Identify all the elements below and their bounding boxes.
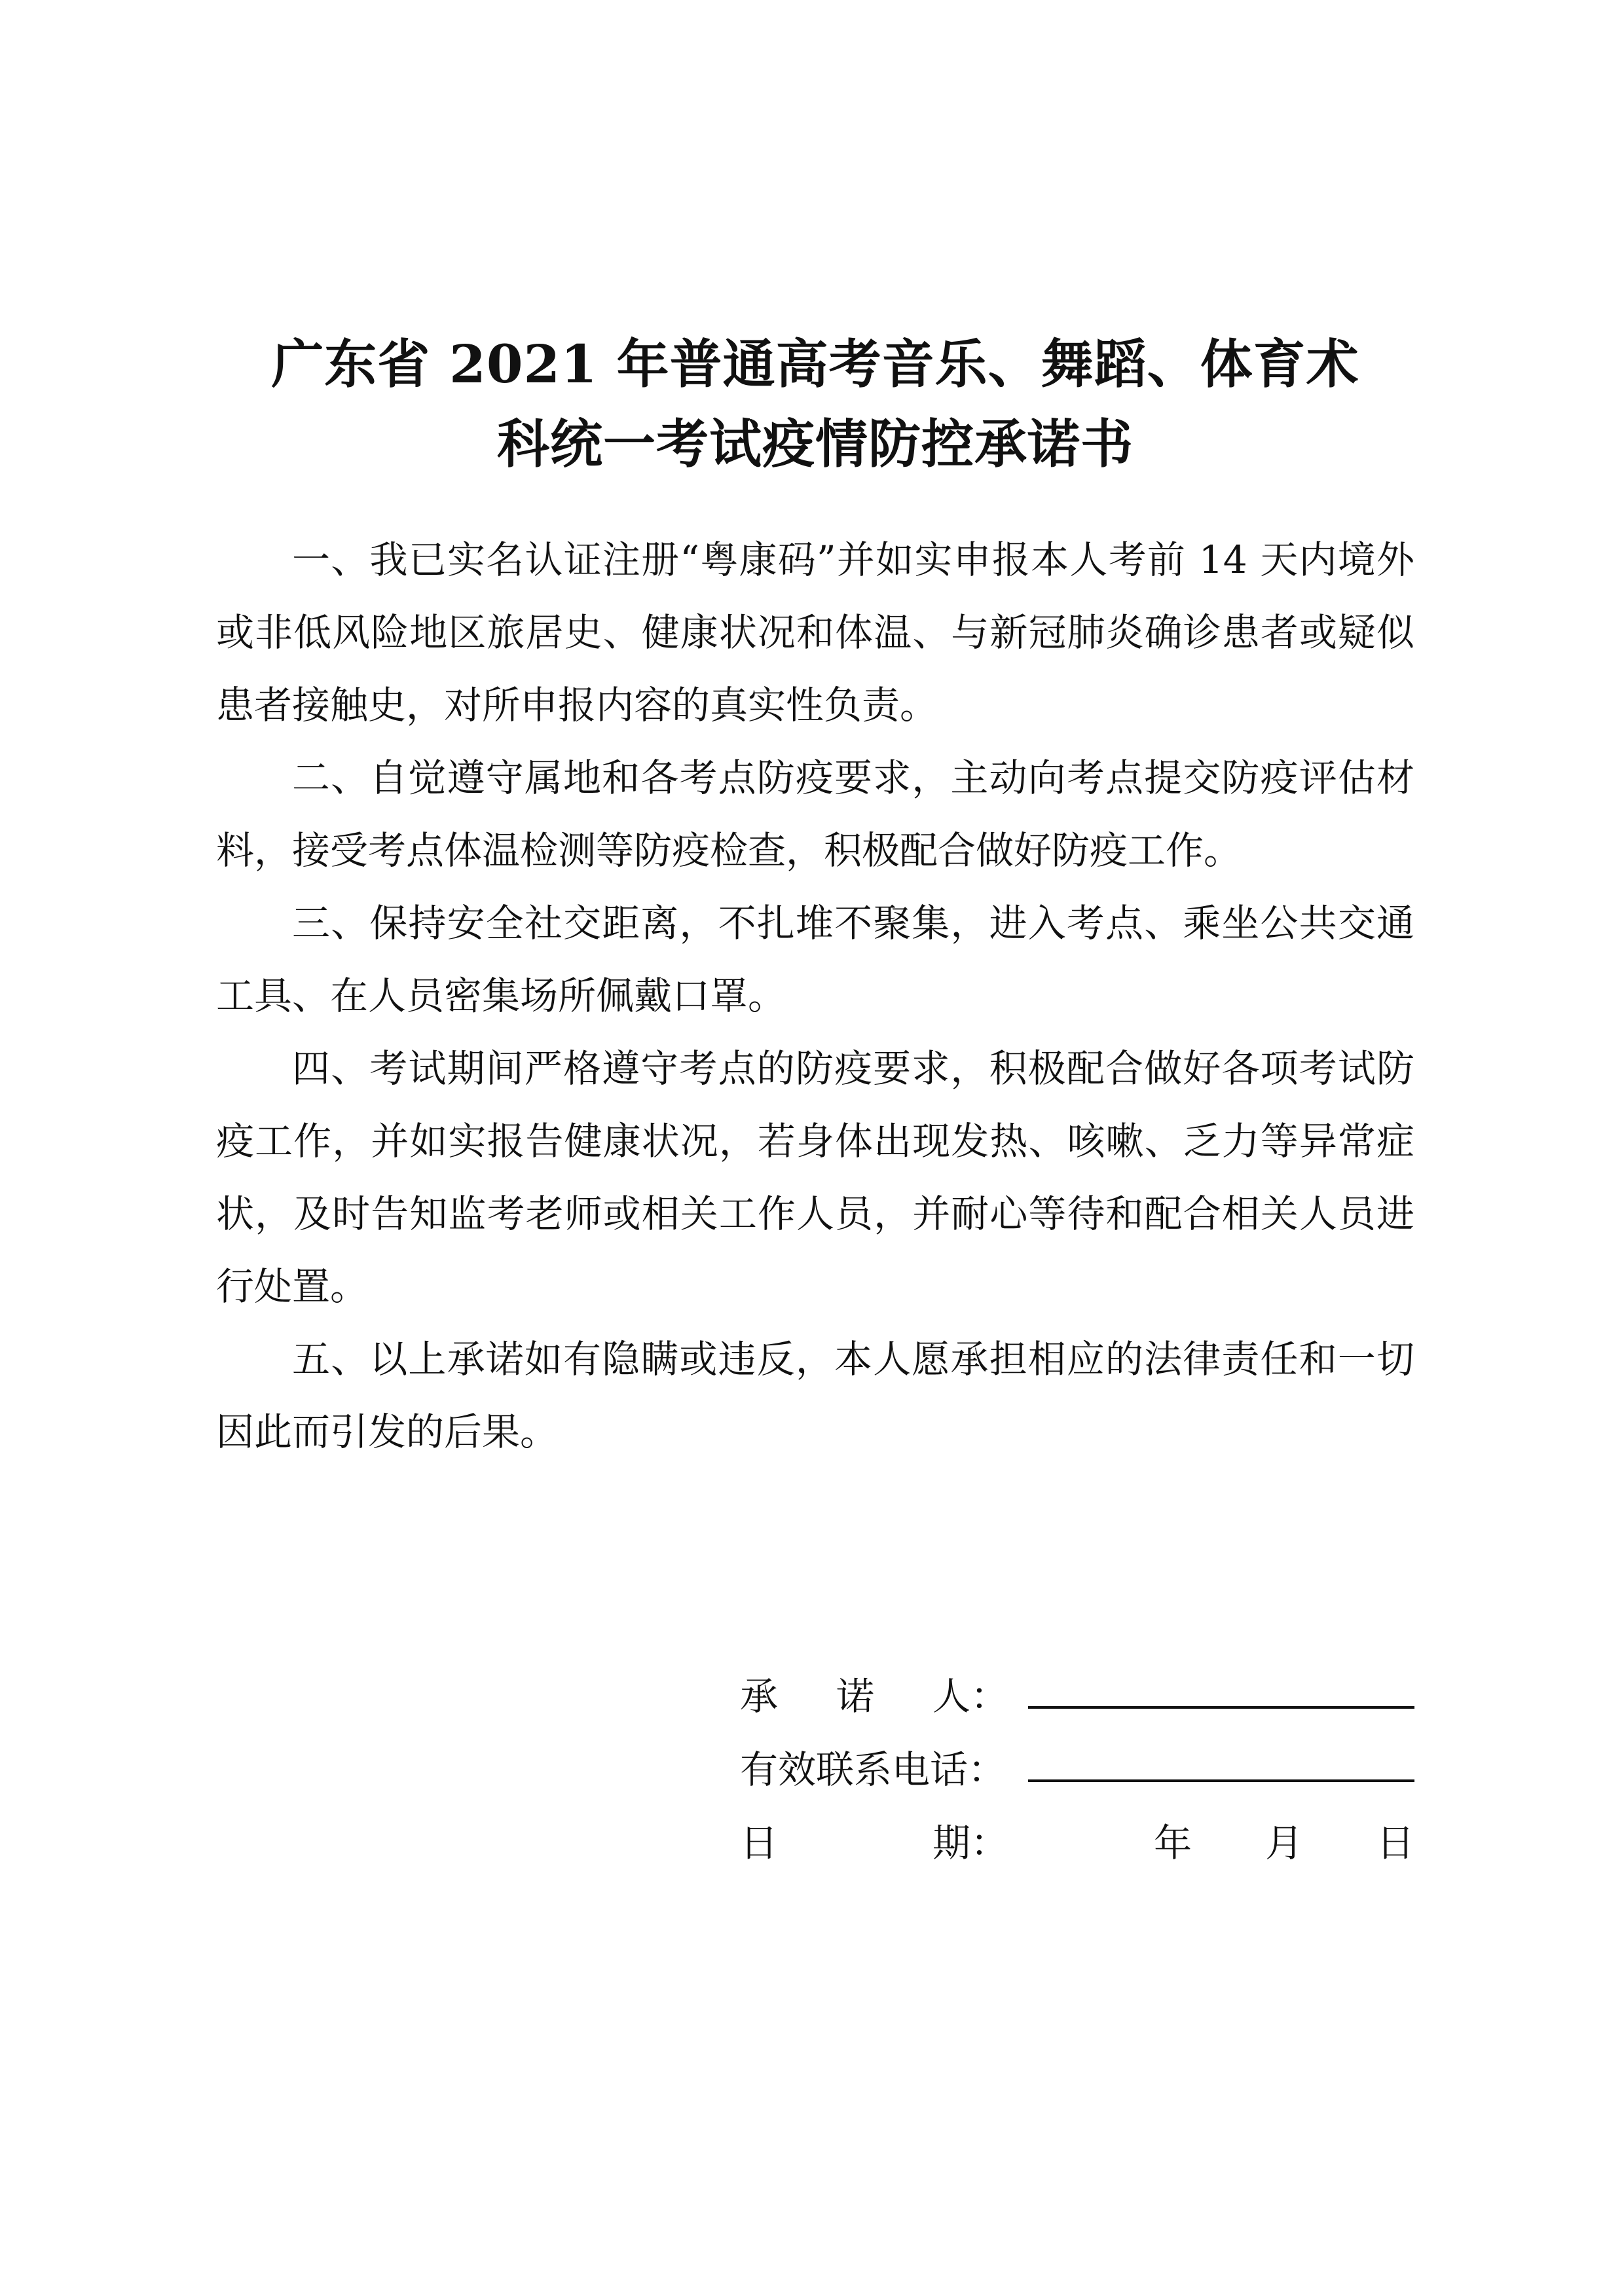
title-line-2: 科统一考试疫情防控承诺书 xyxy=(497,413,1134,475)
promisor-label: 承 诺 人： xyxy=(740,1674,1008,1719)
phone-row xyxy=(740,1730,1414,1803)
paragraph-3: 三、保持安全社交距离，不扎堆不聚集，进入考点、乘坐公共交通工具、在人员密集场所佩戴口罩。 xyxy=(216,901,1414,1018)
title-line-1: 广东省 2021 年普通高考音乐、舞蹈、体育术 xyxy=(271,333,1359,395)
paragraph-4: 四、考试期间严格遵守考点的防疫要求，积极配合做好各项考试防疫工作，并如实报告健康状况，若身体出现发热、咳嗽、乏力等异常症状，及时告知监考老师或相关工作人员，并耐心等待和配合相关人员进行处置。 xyxy=(216,1046,1414,1309)
promisor-signature-line[interactable] xyxy=(1028,1706,1414,1709)
signature-block xyxy=(740,1656,1414,1876)
date-label: 日 期： xyxy=(740,1821,1008,1865)
document-title xyxy=(216,324,1414,484)
paragraph-5: 五、以上承诺如有隐瞒或违反，本人愿承担相应的法律责任和一切因此而引发的后果。 xyxy=(216,1337,1414,1454)
phone-label: 有效联系电话： xyxy=(740,1747,1006,1792)
date-fields[interactable] xyxy=(1028,1812,1414,1867)
date-row xyxy=(740,1803,1414,1876)
date-year-label: 年 xyxy=(1153,1821,1192,1865)
promisor-row xyxy=(740,1656,1414,1730)
paragraph-1: 一、我已实名认证注册“粤康码”并如实申报本人考前 14 天内境外或非低风险地区旅居史、健康状况和体温、与新冠肺炎确诊患者或疑似患者接触史，对所申报内容的真实性负责。 xyxy=(216,538,1414,727)
document-body xyxy=(216,524,1414,1468)
phone-fill-line[interactable] xyxy=(1028,1779,1414,1782)
date-month-label: 月 xyxy=(1264,1821,1303,1865)
paragraph-2: 二、自觉遵守属地和各考点防疫要求，主动向考点提交防疫评估材料，接受考点体温检测等防疫检查，积极配合做好防疫工作。 xyxy=(216,756,1414,873)
date-day-label: 日 xyxy=(1376,1821,1414,1865)
